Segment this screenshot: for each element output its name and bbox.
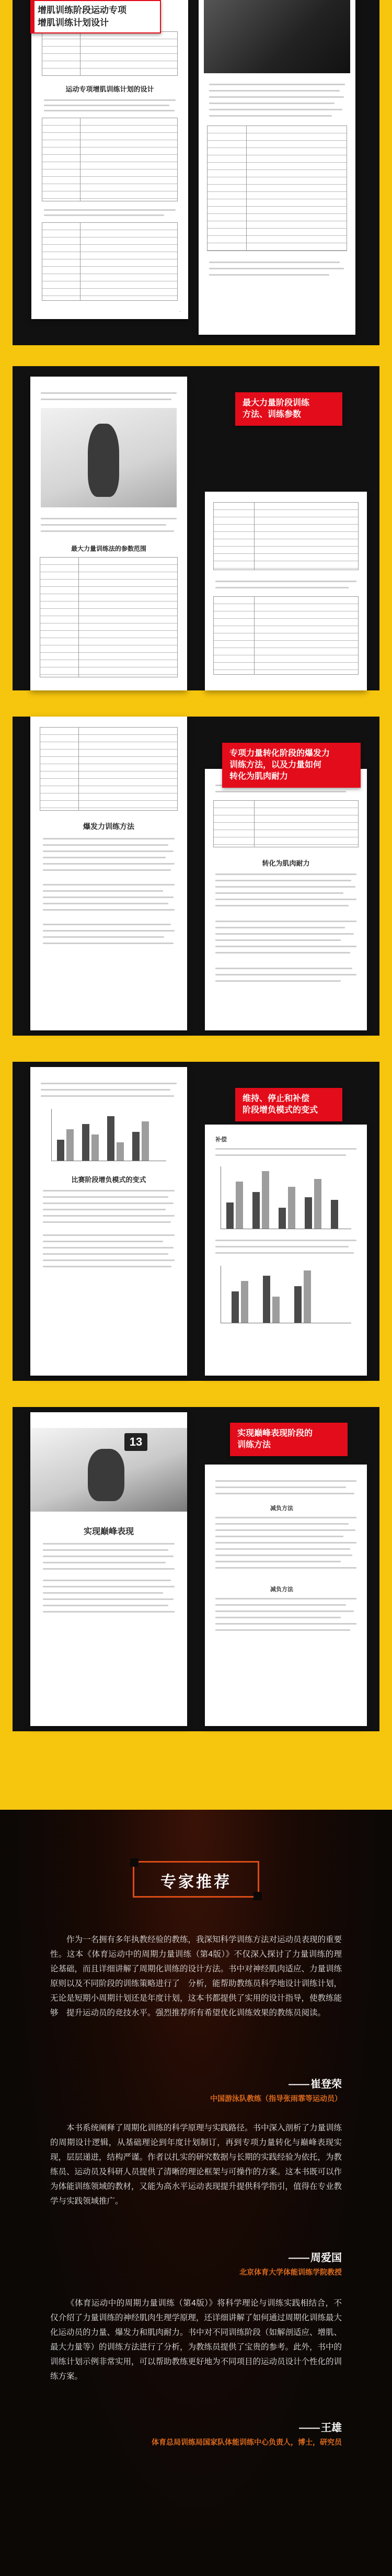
book-page-2 xyxy=(30,377,187,690)
figure-chart xyxy=(51,1109,166,1161)
figure-chart xyxy=(221,1266,351,1323)
book-page-5 xyxy=(30,1412,187,1726)
page-section-title: 比赛阶段增负模式的变式 xyxy=(71,1176,146,1184)
page-section-title: 最大力量训练法的参数范围 xyxy=(71,545,146,552)
book-page-4 xyxy=(30,1067,187,1376)
feature-callout-power-conversion: 专项力量转化阶段的爆发力 训练方法，以及力量如何 转化为肌肉耐力 xyxy=(222,743,361,788)
recommender-name-1: —— 崔登荣 xyxy=(289,2075,342,2091)
figure-chart xyxy=(221,1166,351,1229)
book-page-5-right xyxy=(205,1465,367,1726)
book-page-2-right xyxy=(205,492,367,690)
recommender-title-1: 中国游泳队教练（指导张雨霏等运动员） xyxy=(210,2094,342,2103)
page-section-title: 转化为肌肉耐力 xyxy=(262,859,310,867)
page-subsection-title: 减负方法 xyxy=(270,1505,293,1512)
section-heading: 专家推荐 xyxy=(160,1874,232,1891)
training-photo xyxy=(204,0,350,73)
book-page-3 xyxy=(30,717,187,1030)
recommendation-text-3: 《体育运动中的周期力量训练（第4版）》将科学理论与训练实践相结合，不仅介绍了力量训练的神经肌肉生理学原理，还详细讲解了如何通过周期化训练最大化运动员的力量、爆发力和肌肉耐力。书中对不同训练阶段（如解剖适应、增肌、最大力量等）的训练方法进行了分析，为教练员提供了宝贵的参考。此外，书中的训练计划示例非常实用，可以帮助教练更好地为不同项目的运动员设计个性化的训练方案。 xyxy=(50,2299,342,2381)
feature-callout-max-strength: 最大力量阶段训练 方法、训练参数 xyxy=(235,392,342,426)
chapter-number-badge: 13 xyxy=(124,1433,147,1451)
page-subsection-title: 补偿 xyxy=(215,1137,227,1143)
recommender-title-2: 北京体育大学体能训练学院教授 xyxy=(239,2268,342,2276)
book-page-1: 运动专项增肌训练计划的设计 · xyxy=(31,0,188,319)
recommendation-text-1: 作为一名拥有多年执教经验的教练，我深知科学训练方法对运动员表现的重要性。这本《体育运动中的周期力量训练（第4版）》不仅深入探讨了力量训练的理论基础，而且详细讲解了周期化训练的设计方法。书中对神经肌肉适应、力量训练原则以及不同阶段的训练策略进行了 分析，能帮助教练员科学地设计训练计划，无论是短期小周期计划还是年度计划，这本书都提供了实用的设计指导，使教练能够 提升运动员的竞技水平。强烈推荐所有希望优化训练效果的教练员阅读。 xyxy=(50,1935,342,2017)
book-page-4-right xyxy=(205,1125,367,1376)
recommender-name-3: —— 王雄 xyxy=(299,2419,342,2434)
recommender-title-3: 体育总局训练局国家队体能训练中心负责人，博士，研究员 xyxy=(152,2438,342,2446)
feature-callout-hypertrophy: 增肌训练阶段运动专项 增肌训练计划设计 xyxy=(30,0,161,33)
book-page-3-right xyxy=(205,769,367,1030)
athlete-silhouette xyxy=(88,424,119,497)
feature-callout-peak: 实现巅峰表现阶段的 训练方法 xyxy=(230,1423,348,1456)
recommendation-text-2: 本书系统阐释了周期化训练的科学原理与实践路径。书中深入剖析了力量训练的周期设计逻辑，从基础理论到年度计划制订，再到专项力量转化与巅峰表现实现，层层递进，结构严谨。作者以扎实的研究数据与长期的实践经验为依托，为教练员、运动员及科研人员提供了清晰的理论框架与可操作的方案。这本书既可以作为体能训练领域的教材，又能为高水平运动表现提升提供科学指引，值得在专业教学与实践领域推广。 xyxy=(50,2124,342,2206)
skier-silhouette xyxy=(88,1449,124,1501)
page-section-title: 运动专项增肌训练计划的设计 xyxy=(65,85,154,93)
recommender-name-2: —— 周爱国 xyxy=(289,2249,342,2264)
feature-callout-variations: 维持、停止和补偿 阶段增负模式的变式 xyxy=(235,1088,342,1121)
chapter-title: 实现巅峰表现 xyxy=(83,1527,134,1536)
page-section-title: 爆发力训练方法 xyxy=(83,823,134,831)
page-subsection-title: 减负方法 xyxy=(270,1586,293,1593)
section-heading-box xyxy=(133,1861,259,1898)
book-page-1-right xyxy=(199,0,355,335)
